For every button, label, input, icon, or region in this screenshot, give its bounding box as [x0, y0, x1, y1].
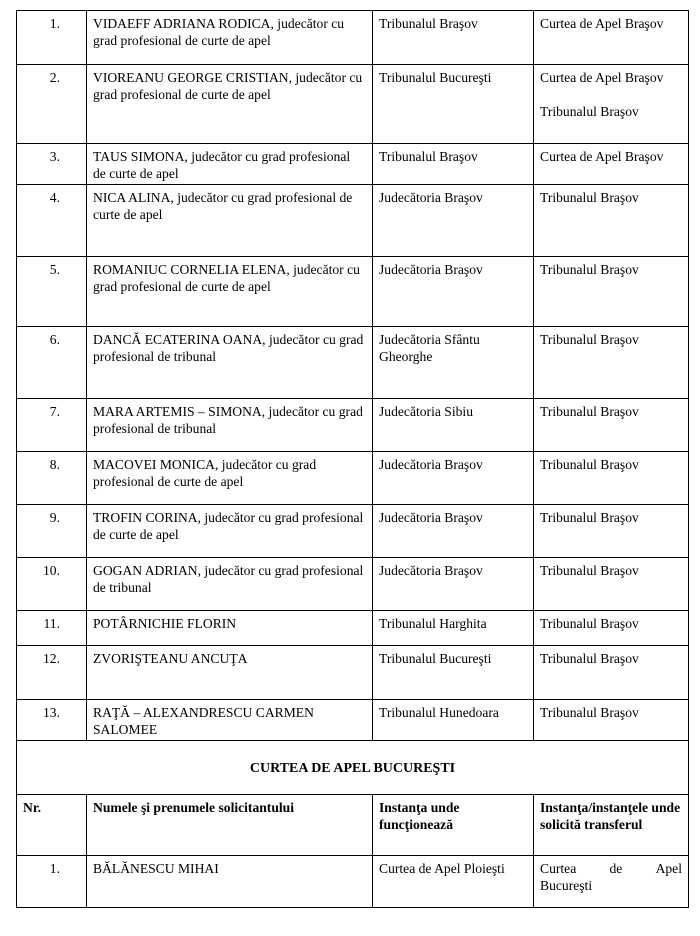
applicant-grade: judecător cu grad profesional de curte de apel	[93, 262, 360, 294]
target-word: Curtea	[540, 861, 577, 876]
header-row	[17, 795, 689, 856]
table-row	[17, 646, 689, 700]
applicant-name: ZVORIŞTEANU ANCUŢA	[93, 651, 248, 666]
applicant-name: VIDAEFF ADRIANA RODICA,	[93, 16, 274, 31]
current-court: Judecătoria Braşov	[373, 558, 534, 611]
applicant-grade: judecător cu grad profesional de tribunal	[93, 404, 363, 436]
target-court: Tribunalul Braşov	[534, 505, 689, 558]
table-row	[17, 144, 689, 185]
header-nr: Nr.	[17, 795, 87, 856]
applicant-grade: judecător cu grad profesional de curte de apel	[93, 457, 317, 489]
current-court: Judecătoria Sfântu Gheorghe	[373, 327, 534, 399]
target-word: Apel	[655, 861, 682, 876]
applicant-name: MARA ARTEMIS – SIMONA,	[93, 404, 266, 419]
table-row	[17, 505, 689, 558]
applicant-name: TAUS SIMONA,	[93, 149, 188, 164]
target-court: Tribunalul Braşov	[534, 452, 689, 505]
row-number: 10.	[17, 558, 87, 611]
table-row	[17, 452, 689, 505]
row-number: 13.	[17, 700, 87, 741]
applicant-cell	[87, 327, 373, 399]
row-number: 11.	[17, 611, 87, 646]
applicant-name: POTÂRNICHIE FLORIN	[93, 616, 237, 631]
current-court: Tribunalul Bucureşti	[373, 646, 534, 700]
header-court: Instanţa unde funcţionează	[373, 795, 534, 856]
applicant-cell	[87, 700, 373, 741]
row-number: 4.	[17, 185, 87, 257]
transfer-table	[16, 10, 689, 908]
current-court: Tribunalul Hunedoara	[373, 700, 534, 741]
target-court-cell	[534, 65, 689, 144]
row-number: 1.	[17, 11, 87, 65]
header-name: Numele şi prenumele solicitantului	[87, 795, 373, 856]
applicant-name: VIOREANU GEORGE CRISTIAN,	[93, 70, 292, 85]
applicant-cell	[87, 646, 373, 700]
applicant-cell	[87, 257, 373, 327]
current-court: Tribunalul Harghita	[373, 611, 534, 646]
applicant-grade: judecător cu grad profesional de curte de apel	[93, 16, 345, 48]
row-number: 7.	[17, 399, 87, 452]
table-row	[17, 558, 689, 611]
applicant-grade: judecător cu grad profesional de curte de apel	[93, 149, 351, 181]
applicant-cell	[87, 399, 373, 452]
row-number: 8.	[17, 452, 87, 505]
applicant-cell	[87, 144, 373, 185]
row-number: 9.	[17, 505, 87, 558]
current-court: Tribunalul Braşov	[373, 11, 534, 65]
current-court: Judecătoria Braşov	[373, 257, 534, 327]
target-court: Tribunalul Braşov	[534, 399, 689, 452]
table-row	[17, 65, 689, 144]
row-number: 1.	[17, 856, 87, 908]
applicant-name: RAŢĂ – ALEXANDRESCU CARMEN SALOMEE	[93, 705, 314, 737]
applicant-name: DANCĂ ECATERINA OANA,	[93, 332, 266, 347]
row-number: 2.	[17, 65, 87, 144]
applicant-grade: judecător cu grad profesional de tribunal	[93, 332, 364, 364]
applicant-name: BĂLĂNESCU MIHAI	[87, 856, 373, 908]
target-court: Curtea de Apel Braşov	[534, 144, 689, 185]
target-court: Tribunalul Braşov	[534, 185, 689, 257]
applicant-grade: judecător cu grad profesional de curte de apel	[93, 190, 353, 222]
applicant-grade: judecător cu grad profesional de tribunal	[93, 563, 364, 595]
table-row	[17, 856, 689, 908]
current-court: Tribunalul Bucureşti	[373, 65, 534, 144]
target-court: Curtea de Apel Braşov	[534, 11, 689, 65]
target-court-line	[540, 860, 682, 877]
table-row	[17, 257, 689, 327]
current-court: Judecătoria Sibiu	[373, 399, 534, 452]
table-row	[17, 185, 689, 257]
target-court-line-2: Bucureşti	[540, 878, 593, 893]
applicant-cell	[87, 611, 373, 646]
current-court: Judecătoria Braşov	[373, 505, 534, 558]
target-court: Tribunalul Braşov	[534, 611, 689, 646]
target-court: Tribunalul Braşov	[534, 558, 689, 611]
target-court-cell	[534, 856, 689, 908]
applicant-cell	[87, 185, 373, 257]
target-word: de	[609, 861, 623, 876]
applicant-name: ROMANIUC CORNELIA ELENA,	[93, 262, 290, 277]
target-court: Tribunalul Braşov	[534, 257, 689, 327]
applicant-grade: judecător cu grad profesional de curte de apel	[93, 510, 364, 542]
applicant-cell	[87, 558, 373, 611]
current-court: Tribunalul Braşov	[373, 144, 534, 185]
table-row	[17, 399, 689, 452]
table-row	[17, 700, 689, 741]
applicant-name: GOGAN ADRIAN,	[93, 563, 201, 578]
applicant-name: NICA ALINA,	[93, 190, 174, 205]
target-court: Tribunalul Braşov	[534, 327, 689, 399]
row-number: 5.	[17, 257, 87, 327]
row-number: 12.	[17, 646, 87, 700]
section-title: CURTEA DE APEL BUCUREŞTI	[17, 741, 689, 795]
current-court: Judecătoria Braşov	[373, 452, 534, 505]
table-row	[17, 11, 689, 65]
section-title-row	[17, 741, 689, 795]
applicant-name: MACOVEI MONICA,	[93, 457, 219, 472]
row-number: 3.	[17, 144, 87, 185]
target-court: Tribunalul Braşov	[534, 646, 689, 700]
current-court: Curtea de Apel Ploieşti	[373, 856, 534, 908]
applicant-cell	[87, 505, 373, 558]
applicant-name: TROFIN CORINA,	[93, 510, 201, 525]
table-row	[17, 327, 689, 399]
target-court-alt: Tribunalul Braşov	[540, 104, 639, 119]
applicant-cell	[87, 11, 373, 65]
applicant-cell	[87, 452, 373, 505]
applicant-grade: judecător cu grad profesional de curte de apel	[93, 70, 363, 102]
table-row	[17, 611, 689, 646]
target-court: Tribunalul Braşov	[534, 700, 689, 741]
current-court: Judecătoria Braşov	[373, 185, 534, 257]
target-court: Curtea de Apel Braşov	[540, 70, 664, 85]
row-number: 6.	[17, 327, 87, 399]
applicant-cell	[87, 65, 373, 144]
header-target: Instanţa/instanţele unde solicită transferul	[534, 795, 689, 856]
